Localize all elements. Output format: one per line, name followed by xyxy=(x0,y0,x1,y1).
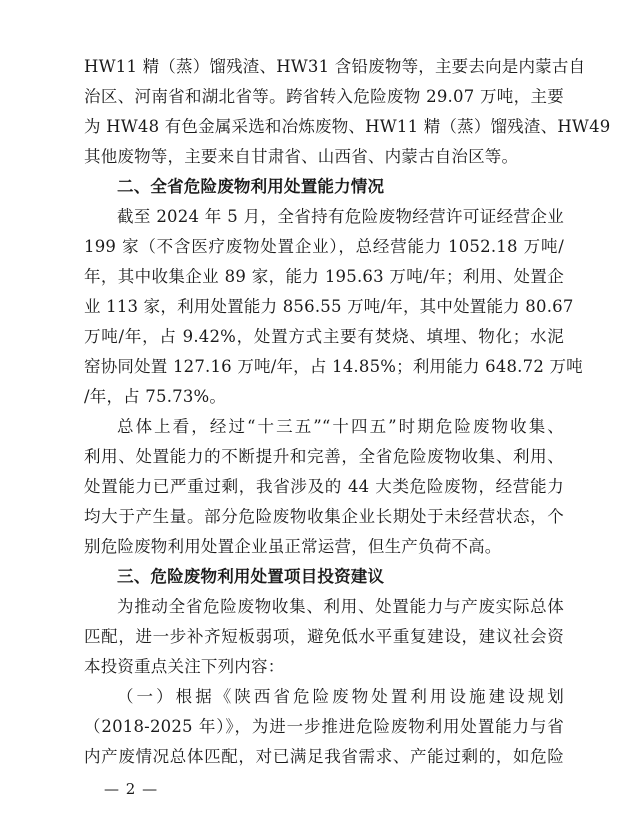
body-line: 内产废情况总体匹配，对已满足我省需求、产能过剩的，如危险 xyxy=(84,747,564,766)
body-line: 截至 2024 年 5 月，全省持有危险废物经营许可证经营企业 xyxy=(117,207,564,226)
body-line: 处置能力已严重过剩，我省涉及的 44 大类危险废物，经营能力 xyxy=(84,477,564,496)
document-body xyxy=(84,52,611,772)
body-line: 匹配，进一步补齐短板弱项，避免低水平重复建设，建议社会资 xyxy=(84,627,564,646)
body-line: 为 HW48 有色金属采选和冶炼废物、HW11 精（蒸）馏残渣、HW49 xyxy=(84,117,611,136)
body-line: 业 113 家，利用处置能力 856.55 万吨/年，其中处置能力 80.67 xyxy=(84,297,574,316)
body-line: 其他废物等，主要来自甘肃省、山西省、内蒙古自治区等。 xyxy=(84,147,519,166)
body-line: 总体上看，经过“十三五”“十四五”时期危险废物收集、 xyxy=(117,417,564,436)
body-line: 均大于产生量。部分危险废物收集企业长期处于未经营状态，个 xyxy=(84,507,564,526)
body-line: （2018-2025 年）》，为进一步推进危险废物利用处置能力与省 xyxy=(84,717,564,736)
body-line: 年，其中收集企业 89 家，能力 195.63 万吨/年；利用、处置企 xyxy=(84,267,564,286)
body-line: 别危险废物利用处置企业虽正常运营，但生产负荷不高。 xyxy=(84,537,502,556)
body-line: 万吨/年，占 9.42%，处置方式主要有焚烧、填埋、物化；水泥 xyxy=(84,327,564,346)
body-line: /年，占 75.73%。 xyxy=(84,387,227,406)
body-line: HW11 精（蒸）馏残渣、HW31 含铅废物等，主要去向是内蒙古自 xyxy=(84,57,586,76)
body-line: 199 家（不含医疗废物处置企业），总经营能力 1052.18 万吨/ xyxy=(84,237,564,256)
body-line: 窑协同处置 127.16 万吨/年，占 14.85%；利用能力 648.72 万吨 xyxy=(84,357,583,376)
page-number: — 2 — xyxy=(104,780,159,798)
section-heading: 二、全省危险废物利用处置能力情况 xyxy=(117,177,385,196)
body-line: 本投资重点关注下列内容： xyxy=(84,657,285,676)
body-line: 治区、河南省和湖北省等。跨省转入危险废物 29.07 万吨，主要 xyxy=(84,87,564,106)
body-line: 为推动全省危险废物收集、利用、处置能力与产废实际总体 xyxy=(117,597,564,616)
body-line: （一）根据《陕西省危险废物处置利用设施建设规划 xyxy=(117,687,564,706)
body-line: 利用、处置能力的不断提升和完善，全省危险废物收集、利用、 xyxy=(84,447,564,466)
section-heading: 三、危险废物利用处置项目投资建议 xyxy=(117,567,385,586)
